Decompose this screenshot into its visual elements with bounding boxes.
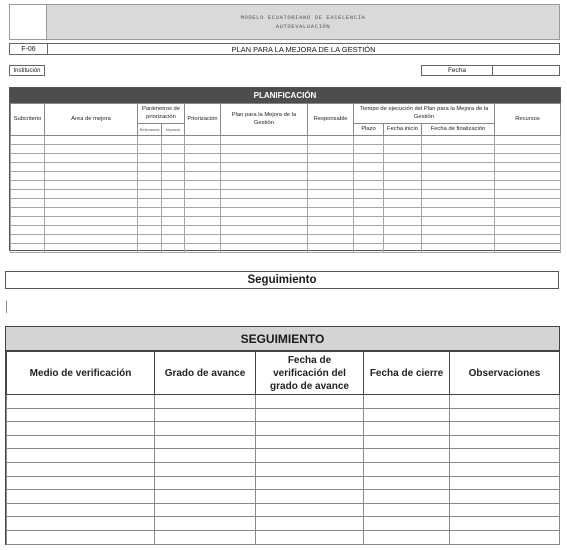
table-cell[interactable] [155, 422, 256, 436]
table-cell[interactable] [450, 503, 560, 517]
table-cell[interactable] [354, 217, 384, 226]
table-cell[interactable] [155, 490, 256, 504]
table-cell[interactable] [45, 244, 138, 253]
table-cell[interactable] [450, 422, 560, 436]
table-cell[interactable] [364, 435, 450, 449]
text-cursor-mark [6, 301, 7, 313]
followup-row [7, 476, 560, 490]
col-subcriterio: Subcriterio [11, 104, 45, 136]
table-cell[interactable] [495, 244, 561, 253]
table-cell[interactable] [256, 449, 364, 463]
table-cell[interactable] [155, 449, 256, 463]
table-cell[interactable] [256, 395, 364, 409]
planning-row [11, 181, 561, 190]
col-fecha-verificacion: Fecha de verificación del grado de avance [256, 352, 364, 395]
table-cell[interactable] [45, 217, 138, 226]
planning-row [11, 163, 561, 172]
table-cell[interactable] [384, 154, 422, 163]
table-cell[interactable] [422, 154, 495, 163]
table-cell[interactable] [138, 172, 162, 181]
table-cell[interactable] [138, 154, 162, 163]
followup-heading: Seguimiento [5, 271, 559, 289]
table-cell[interactable] [221, 226, 308, 235]
table-cell[interactable] [138, 136, 162, 145]
table-cell[interactable] [162, 172, 185, 181]
table-cell[interactable] [185, 208, 221, 217]
table-cell[interactable] [384, 208, 422, 217]
table-cell[interactable] [162, 226, 185, 235]
col-tiempo-ejecucion: Tiempo de ejecución del Plan para la Mejora de la Gestión [354, 104, 495, 124]
col-impacto: Impacto [162, 124, 185, 136]
table-cell[interactable] [221, 163, 308, 172]
table-cell[interactable] [45, 181, 138, 190]
table-cell[interactable] [364, 422, 450, 436]
followup-row [7, 462, 560, 476]
table-cell[interactable] [138, 145, 162, 154]
table-cell[interactable] [256, 435, 364, 449]
col-recursos: Recursos [495, 104, 561, 136]
table-cell[interactable] [364, 395, 450, 409]
table-cell[interactable] [450, 517, 560, 531]
table-cell[interactable] [162, 244, 185, 253]
table-cell[interactable] [185, 172, 221, 181]
table-cell[interactable] [185, 181, 221, 190]
table-cell[interactable] [450, 449, 560, 463]
institution-label: Institución [9, 65, 45, 76]
table-cell[interactable] [7, 408, 155, 422]
table-cell[interactable] [354, 136, 384, 145]
planning-row [11, 172, 561, 181]
table-cell[interactable] [422, 235, 495, 244]
table-cell[interactable] [7, 530, 155, 544]
table-cell[interactable] [162, 163, 185, 172]
table-cell[interactable] [155, 517, 256, 531]
table-cell[interactable] [308, 145, 354, 154]
table-cell[interactable] [45, 172, 138, 181]
table-cell[interactable] [11, 217, 45, 226]
table-cell[interactable] [162, 208, 185, 217]
table-cell[interactable] [221, 244, 308, 253]
table-cell[interactable] [7, 490, 155, 504]
date-label: Fecha [421, 65, 493, 76]
table-cell[interactable] [221, 145, 308, 154]
planning-row [11, 199, 561, 208]
table-cell[interactable] [155, 530, 256, 544]
table-cell[interactable] [45, 235, 138, 244]
table-cell[interactable] [450, 395, 560, 409]
table-cell[interactable] [155, 476, 256, 490]
table-cell[interactable] [450, 476, 560, 490]
followup-row [7, 395, 560, 409]
table-cell[interactable] [495, 226, 561, 235]
table-cell[interactable] [422, 244, 495, 253]
table-cell[interactable] [422, 190, 495, 199]
table-cell[interactable] [354, 145, 384, 154]
col-fecha-cierre: Fecha de cierre [364, 352, 450, 395]
planning-row [11, 208, 561, 217]
table-cell[interactable] [384, 163, 422, 172]
table-cell[interactable] [354, 190, 384, 199]
followup-row [7, 422, 560, 436]
table-cell[interactable] [422, 145, 495, 154]
followup-row [7, 503, 560, 517]
table-cell[interactable] [354, 226, 384, 235]
table-cell[interactable] [308, 163, 354, 172]
col-plazo: Plazo [354, 124, 384, 136]
table-cell[interactable] [162, 181, 185, 190]
table-cell[interactable] [354, 244, 384, 253]
table-cell[interactable] [384, 136, 422, 145]
table-cell[interactable] [162, 235, 185, 244]
table-cell[interactable] [384, 199, 422, 208]
table-cell[interactable] [495, 181, 561, 190]
table-cell[interactable] [364, 408, 450, 422]
table-cell[interactable] [495, 154, 561, 163]
followup-row [7, 530, 560, 544]
table-cell[interactable] [354, 199, 384, 208]
table-cell[interactable] [384, 145, 422, 154]
table-cell[interactable] [256, 517, 364, 531]
planning-table [10, 103, 561, 253]
table-cell[interactable] [422, 226, 495, 235]
table-cell[interactable] [7, 503, 155, 517]
table-cell[interactable] [221, 208, 308, 217]
table-cell[interactable] [422, 217, 495, 226]
date-field[interactable] [493, 65, 560, 76]
table-cell[interactable] [162, 199, 185, 208]
planning-title: PLANIFICACIÓN [10, 88, 560, 103]
col-grado-avance: Grado de avance [155, 352, 256, 395]
table-cell[interactable] [364, 503, 450, 517]
banner-title: MODELO ECUATORIANO DE EXCELENCIA [240, 14, 366, 21]
table-cell[interactable] [45, 208, 138, 217]
table-cell[interactable] [308, 172, 354, 181]
table-cell[interactable] [45, 145, 138, 154]
table-cell[interactable] [384, 244, 422, 253]
col-medio-verificacion: Medio de verificación [7, 352, 155, 395]
followup-row [7, 490, 560, 504]
table-cell[interactable] [384, 172, 422, 181]
table-cell[interactable] [308, 208, 354, 217]
planning-row [11, 154, 561, 163]
table-cell[interactable] [11, 244, 45, 253]
table-cell[interactable] [11, 226, 45, 235]
table-cell[interactable] [364, 530, 450, 544]
table-cell[interactable] [308, 181, 354, 190]
table-cell[interactable] [138, 181, 162, 190]
table-cell[interactable] [45, 226, 138, 235]
table-cell[interactable] [162, 154, 185, 163]
table-cell[interactable] [45, 136, 138, 145]
table-cell[interactable] [221, 172, 308, 181]
table-cell[interactable] [11, 181, 45, 190]
table-cell[interactable] [7, 449, 155, 463]
table-cell[interactable] [256, 476, 364, 490]
table-cell[interactable] [138, 190, 162, 199]
followup-table-title: SEGUIMIENTO [6, 327, 559, 351]
table-cell[interactable] [138, 163, 162, 172]
table-cell[interactable] [354, 154, 384, 163]
table-cell[interactable] [221, 136, 308, 145]
followup-table [6, 351, 560, 545]
table-cell[interactable] [138, 244, 162, 253]
table-cell[interactable] [354, 235, 384, 244]
table-cell[interactable] [155, 503, 256, 517]
col-fecha-inicio: Fecha inicio [384, 124, 422, 136]
table-cell[interactable] [364, 462, 450, 476]
table-cell[interactable] [45, 190, 138, 199]
form-title-row [9, 43, 560, 55]
col-fecha-fin: Fecha de finalización [422, 124, 495, 136]
table-cell[interactable] [162, 136, 185, 145]
table-cell[interactable] [7, 517, 155, 531]
form-title: PLAN PARA LA MEJORA DE LA GESTIÓN [231, 44, 376, 54]
table-cell[interactable] [364, 476, 450, 490]
table-cell[interactable] [256, 462, 364, 476]
table-cell[interactable] [185, 244, 221, 253]
table-cell[interactable] [155, 435, 256, 449]
table-cell[interactable] [11, 199, 45, 208]
planning-row [11, 190, 561, 199]
table-cell[interactable] [162, 190, 185, 199]
table-cell[interactable] [11, 163, 45, 172]
table-cell[interactable] [11, 190, 45, 199]
table-cell[interactable] [45, 163, 138, 172]
table-cell[interactable] [354, 163, 384, 172]
table-cell[interactable] [256, 490, 364, 504]
table-cell[interactable] [11, 136, 45, 145]
table-cell[interactable] [155, 462, 256, 476]
table-cell[interactable] [11, 154, 45, 163]
table-cell[interactable] [138, 208, 162, 217]
table-cell[interactable] [221, 199, 308, 208]
table-cell[interactable] [185, 217, 221, 226]
table-cell[interactable] [185, 145, 221, 154]
planning-row [11, 217, 561, 226]
table-cell[interactable] [308, 226, 354, 235]
table-cell[interactable] [384, 181, 422, 190]
col-area-mejora: Área de mejora [45, 104, 138, 136]
planning-row [11, 136, 561, 145]
table-cell[interactable] [185, 235, 221, 244]
table-cell[interactable] [11, 145, 45, 154]
table-cell[interactable] [422, 208, 495, 217]
planning-row [11, 244, 561, 253]
table-cell[interactable] [185, 154, 221, 163]
table-cell[interactable] [422, 181, 495, 190]
table-cell[interactable] [185, 226, 221, 235]
table-cell[interactable] [11, 172, 45, 181]
table-cell[interactable] [155, 408, 256, 422]
table-cell[interactable] [495, 235, 561, 244]
table-cell[interactable] [7, 435, 155, 449]
table-cell[interactable] [256, 503, 364, 517]
table-cell[interactable] [162, 145, 185, 154]
table-cell[interactable] [221, 181, 308, 190]
col-responsable: Responsable [308, 104, 354, 136]
table-cell[interactable] [45, 199, 138, 208]
table-cell[interactable] [308, 235, 354, 244]
followup-row [7, 449, 560, 463]
table-cell[interactable] [364, 449, 450, 463]
table-cell[interactable] [221, 235, 308, 244]
table-cell[interactable] [384, 217, 422, 226]
table-cell[interactable] [138, 199, 162, 208]
table-cell[interactable] [185, 136, 221, 145]
table-cell[interactable] [11, 235, 45, 244]
banner-subtitle: AUTOEVALUACIÓN [275, 23, 331, 30]
table-cell[interactable] [308, 199, 354, 208]
table-cell[interactable] [495, 145, 561, 154]
table-cell[interactable] [354, 181, 384, 190]
table-cell[interactable] [422, 172, 495, 181]
table-cell[interactable] [450, 408, 560, 422]
table-cell[interactable] [422, 136, 495, 145]
table-cell[interactable] [450, 462, 560, 476]
model-banner [46, 4, 560, 40]
table-cell[interactable] [7, 395, 155, 409]
planning-row [11, 235, 561, 244]
table-cell[interactable] [308, 244, 354, 253]
table-cell[interactable] [450, 530, 560, 544]
table-cell[interactable] [185, 199, 221, 208]
table-cell[interactable] [308, 217, 354, 226]
table-cell[interactable] [45, 154, 138, 163]
table-cell[interactable] [495, 217, 561, 226]
table-cell[interactable] [354, 208, 384, 217]
table-cell[interactable] [7, 422, 155, 436]
table-cell[interactable] [185, 163, 221, 172]
col-plan-mejora: Plan para la Mejora de la Gestión [221, 104, 308, 136]
table-cell[interactable] [138, 235, 162, 244]
form-code: F-06 [10, 44, 48, 54]
table-cell[interactable] [495, 136, 561, 145]
table-cell[interactable] [495, 190, 561, 199]
table-cell[interactable] [185, 190, 221, 199]
table-cell[interactable] [384, 235, 422, 244]
followup-row [7, 517, 560, 531]
table-cell[interactable] [308, 154, 354, 163]
table-cell[interactable] [155, 395, 256, 409]
col-parametros: Parámetros de priorización [138, 104, 185, 124]
table-cell[interactable] [221, 190, 308, 199]
col-relevancia: Relevancia [138, 124, 162, 136]
table-cell[interactable] [364, 490, 450, 504]
table-cell[interactable] [308, 190, 354, 199]
table-cell[interactable] [138, 226, 162, 235]
table-cell[interactable] [256, 422, 364, 436]
table-cell[interactable] [364, 517, 450, 531]
col-priorizacion: Priorización [185, 104, 221, 136]
table-cell[interactable] [308, 136, 354, 145]
planning-row [11, 145, 561, 154]
table-cell[interactable] [221, 154, 308, 163]
table-cell[interactable] [162, 217, 185, 226]
table-cell[interactable] [495, 172, 561, 181]
followup-row [7, 435, 560, 449]
followup-row [7, 408, 560, 422]
table-cell[interactable] [221, 217, 308, 226]
table-cell[interactable] [11, 208, 45, 217]
col-observaciones: Observaciones [450, 352, 560, 395]
table-cell[interactable] [422, 199, 495, 208]
table-cell[interactable] [256, 408, 364, 422]
table-cell[interactable] [384, 226, 422, 235]
table-cell[interactable] [256, 530, 364, 544]
table-cell[interactable] [495, 163, 561, 172]
table-cell[interactable] [450, 435, 560, 449]
table-cell[interactable] [7, 462, 155, 476]
planning-row [11, 226, 561, 235]
table-cell[interactable] [354, 172, 384, 181]
table-cell[interactable] [495, 208, 561, 217]
table-cell[interactable] [422, 163, 495, 172]
table-cell[interactable] [138, 217, 162, 226]
table-cell[interactable] [450, 490, 560, 504]
table-cell[interactable] [384, 190, 422, 199]
table-cell[interactable] [495, 199, 561, 208]
table-cell[interactable] [7, 476, 155, 490]
